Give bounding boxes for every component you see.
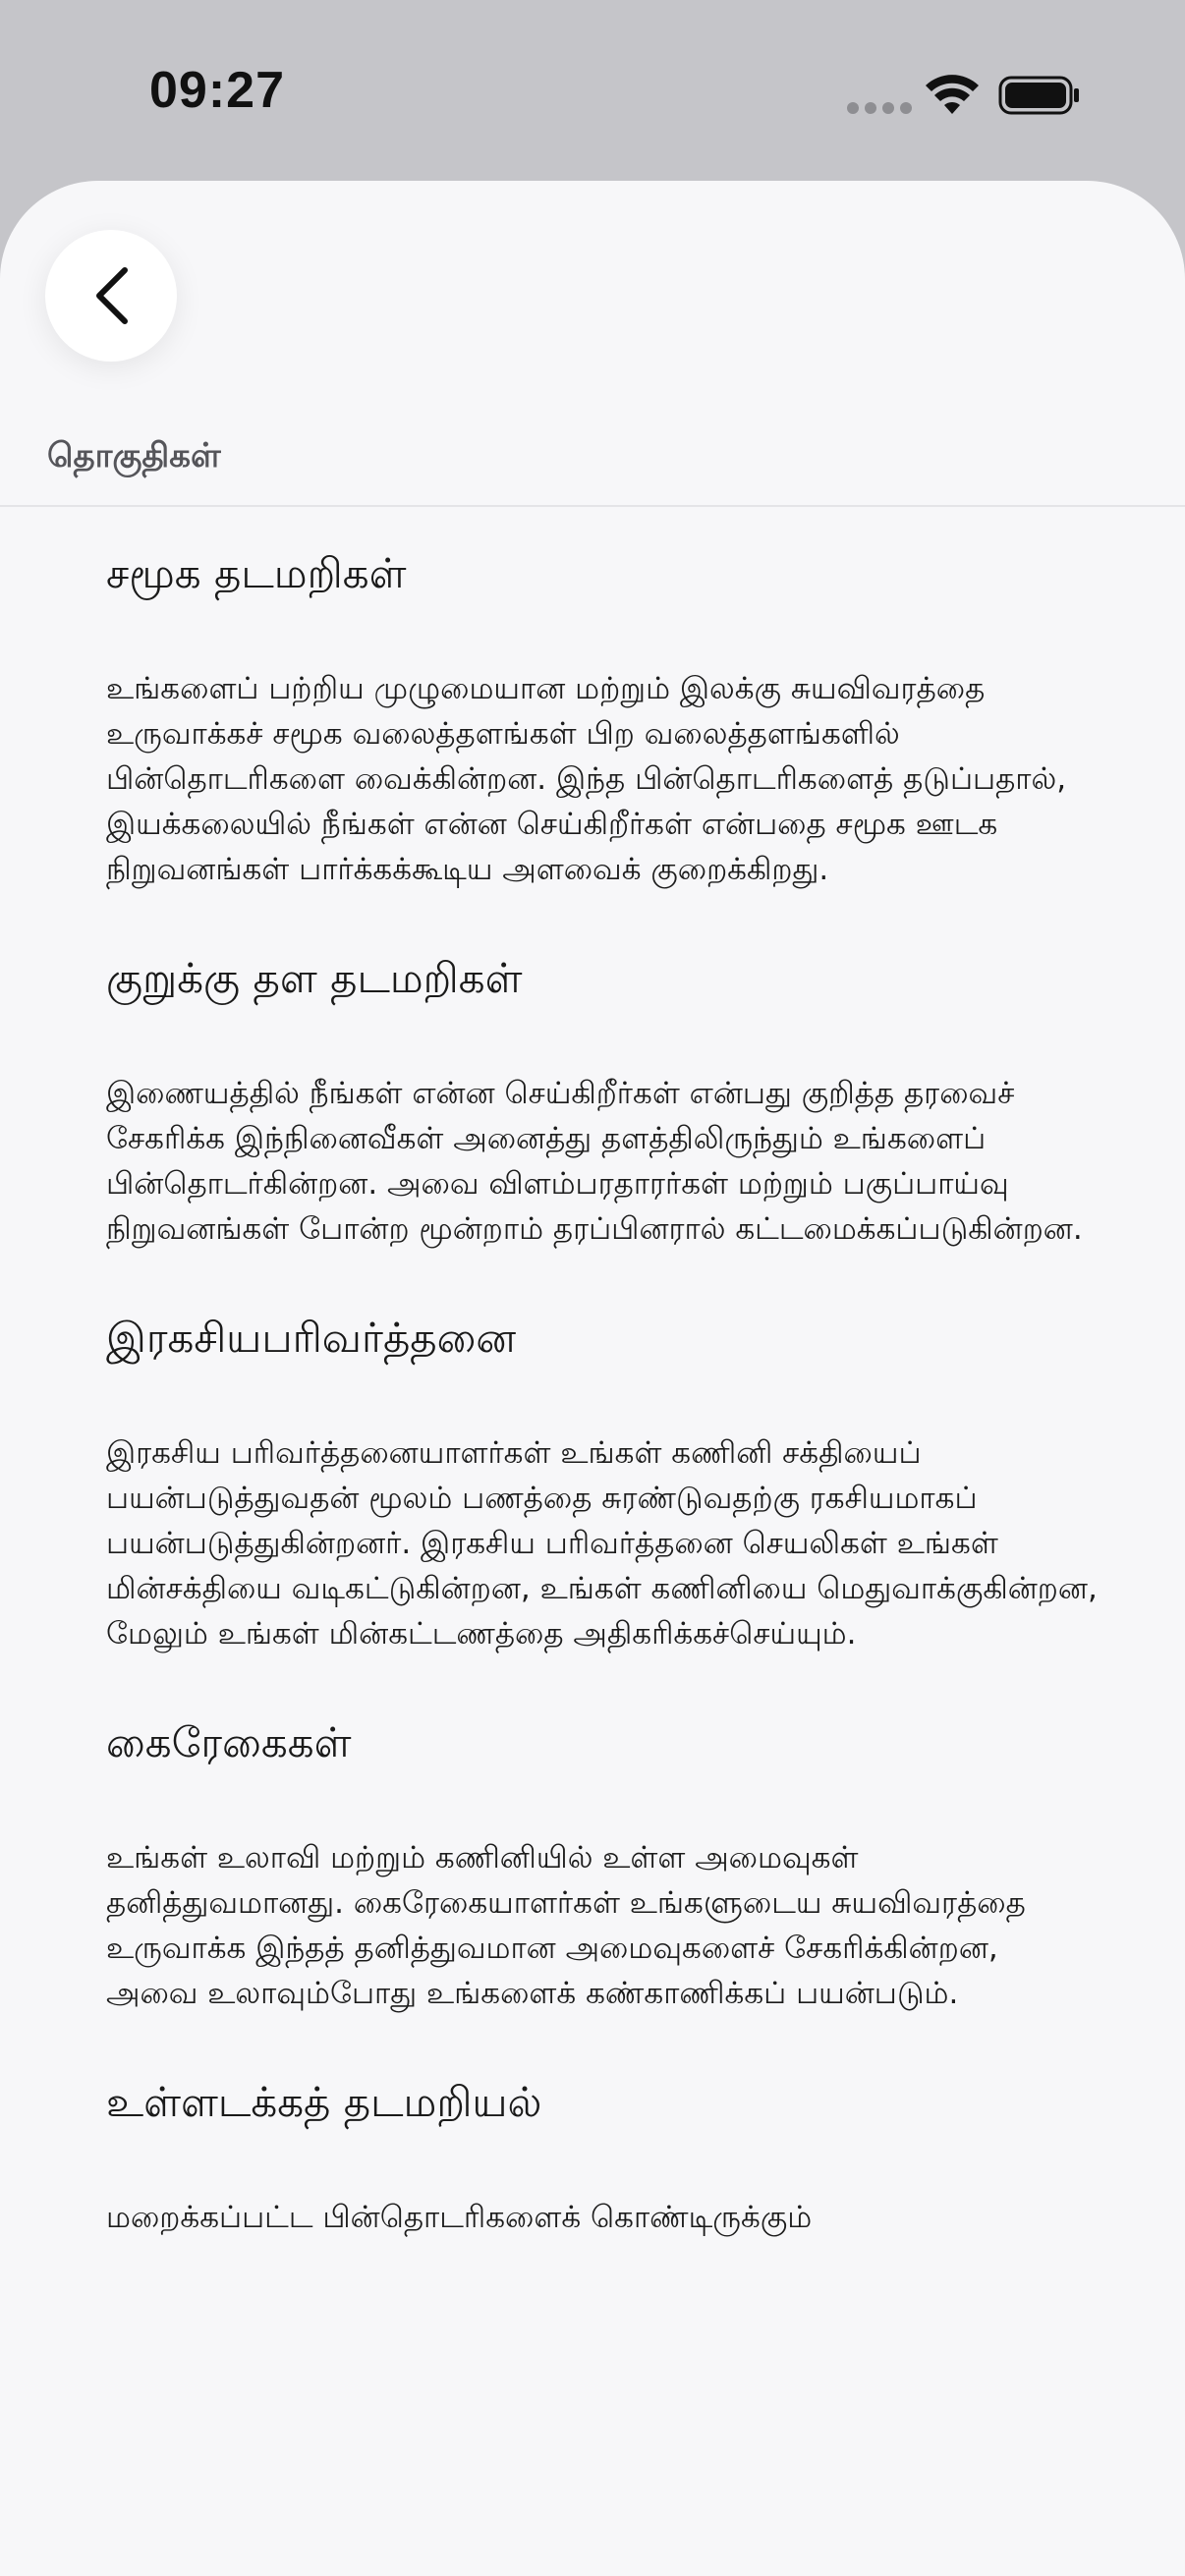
category-description: உங்களைப் பற்றிய முழுமையான மற்றும் இலக்கு சுயவிவரத்தை உருவாக்கச் சமூக வலைத்தளங்கள் பிற வலைத்தளங்களில் பின்தொடரிகளை வைக்கின்றன. இந்த பின்தொடரிகளைத் தடுப்பதால், இயக்கலையில் நீங்கள் என்ன செய்கிறீர்கள் என்பதை சமூக ஊடக நிறுவனங்கள் பார்க்கக்கூடிய அளவைக் குறைக்கிறது. [106, 671, 1067, 887]
category-description: மறைக்கப்பட்ட பின்தொடரிகளைக் கொண்டிருக்கும் [106, 2200, 813, 2235]
category-list [106, 544, 1099, 2297]
back-button[interactable] [45, 230, 177, 362]
category-title: கைரேகைகள் [106, 1718, 352, 1766]
wifi-icon [924, 73, 981, 116]
category-description: இரகசிய பரிவர்த்தனையாளர்கள் உங்கள் கணினி சக்தியைப் பயன்படுத்துவதன் மூலம் பணத்தை சுரண்டுவதற்கு ரகசியமாகப் பயன்படுத்துகின்றனர். இரகசிய பரிவர்த்தனை செயலிகள் உங்கள் மின்சக்தியை வடிகட்டுகின்றன, உங்கள் கணினியை மெதுவாக்குகின்றன, மேலும் உங்கள் மின்கட்டணத்தை அதிகரிக்கச்செய்யும். [106, 1435, 1098, 1652]
category-description: உங்கள் உலாவி மற்றும் கணினியில் உள்ள அமைவுகள் தனித்துவமானது. கைரேகையாளர்கள் உங்களுடைய சுயவிவரத்தை உருவாக்க இந்தத் தனித்துவமான அமைவுகளைச் சேகரிக்கின்றன, அவை உலாவும்போது உங்களைக் கண்காணிக்கப் பயன்படும். [106, 1840, 1026, 2011]
status-bar [0, 0, 1185, 187]
category-cryptominers [106, 1309, 1099, 1656]
category-fingerprinters [106, 1713, 1099, 2016]
category-title: உள்ளடக்கத் தடமறியல் [106, 2078, 542, 2126]
battery-icon [998, 75, 1081, 116]
category-tracking-content [106, 2073, 1099, 2240]
chevron-left-icon [89, 264, 133, 327]
category-title: இரகசியபரிவர்த்தனை [106, 1314, 517, 1362]
section-label: தொகுதிகள் [47, 436, 221, 476]
cellular-signal-icon [847, 102, 912, 114]
divider [0, 505, 1185, 507]
category-description: இணையத்தில் நீங்கள் என்ன செய்கிறீர்கள் என்பது குறித்த தரவைச் சேகரிக்க இந்நினைவீகள் அனைத்து தளத்திலிருந்தும் உங்களைப் பின்தொடர்கின்றன. அவை விளம்பரதாரர்கள் மற்றும் பகுப்பாய்வு நிறுவனங்கள் போன்ற மூன்றாம் தரப்பினரால் கட்டமைக்கப்படுகின்றன. [106, 1076, 1083, 1247]
category-social-trackers [106, 544, 1099, 892]
category-title: குறுக்கு தள தடமறிகள் [106, 954, 523, 1002]
category-title: சமூக தடமறிகள் [106, 549, 407, 597]
status-time: 09:27 [149, 62, 285, 119]
tracker-categories-sheet [0, 181, 1185, 2576]
category-cross-site-trackers [106, 949, 1099, 1252]
